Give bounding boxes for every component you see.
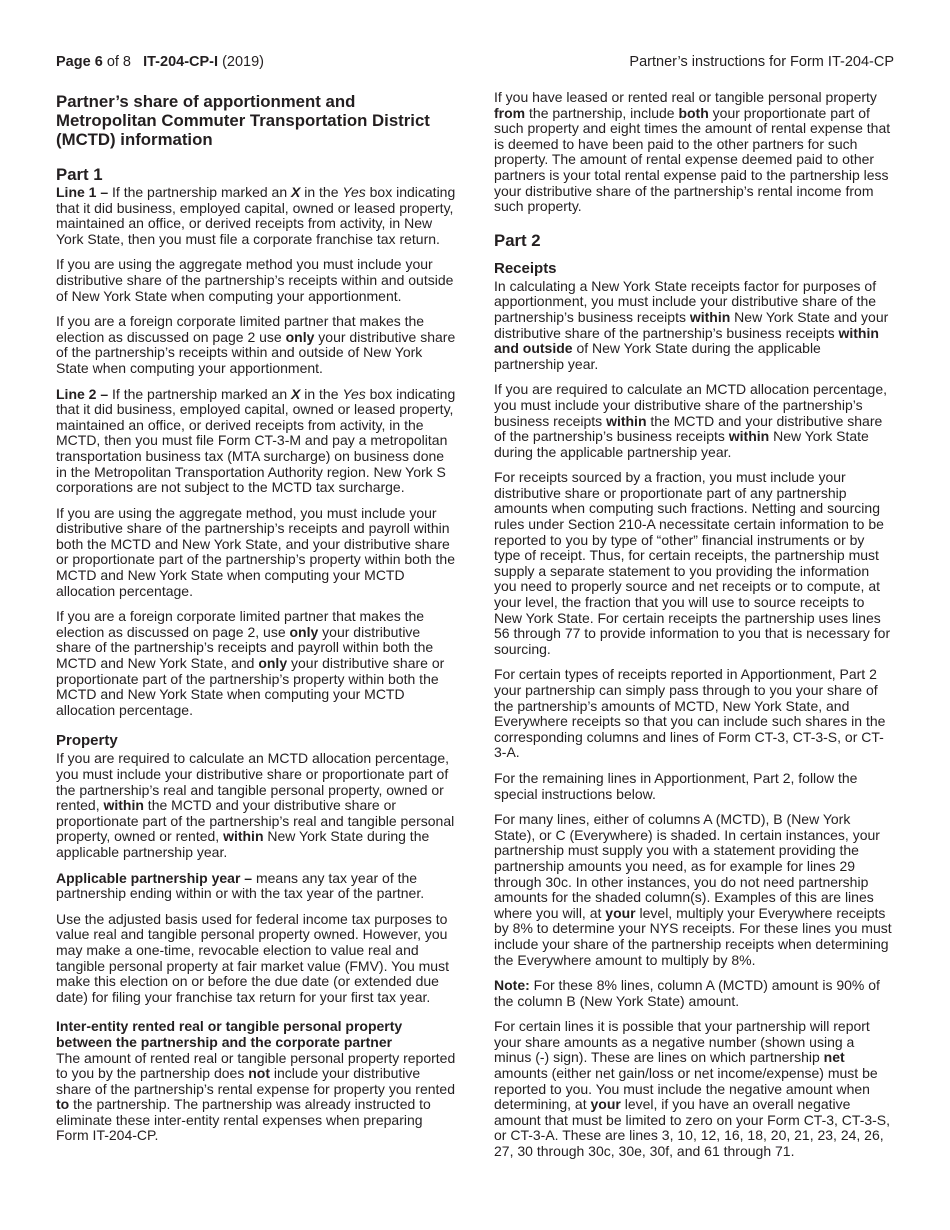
x-mark: X [291, 184, 301, 200]
receipts-heading: Receipts [494, 259, 557, 277]
inter-entity-paragraph: The amount of rented real or tangible personal property reported to you by the partnership does not include your distributive share of the partnership’s rental expense for property you rented to the partnership. The partnership was already instructed to eliminate these inter-entity rental expenses when preparing Form IT-204-CP. [56, 1049, 456, 1144]
applicable-year-paragraph: Applicable partnership year – means any tax year of the partnership ending within or with the tax year of the partner. [56, 869, 425, 902]
aggregate-method-paragraph: If you are using the aggregate method you must include your distributive share of the partnership’s receipts within and outside of New York State when computing your apportionment. [56, 256, 454, 304]
page-header-right: Partner’s instructions for Form IT-204-CP [629, 54, 894, 70]
page-number: 6 [94, 54, 103, 70]
mctd-receipts-paragraph: If you are required to calculate an MCTD allocation percentage, you must include your distributive share of the partnership’s business receipts within the MCTD and your distributive share of the partnership’s business receipts within New York State during the applicable partnership year. [494, 381, 887, 460]
line1-paragraph: Line 1 – If the partnership marked an X in the Yes box indicating that it did business, employed capital, owned or leased property, maintained an office, or derived receipts from activity, in New York State, then you must file a corporate franchise tax return. [56, 184, 456, 247]
fraction-paragraph: For receipts sourced by a fraction, you must include your distributive share or proportionate part of any partnership amounts when computing such fractions. Netting and sourcing rules under Section 210-A necessitate certain information to be reported to you by type of “other” financial instruments or by type of receipt. Thus, for certain receipts, the partnership must supply a separate statement to you providing the information you need to properly source and net receipts or to compute, at your level, the fraction that you will use to source receipts to New York State. For certain receipts the partnership uses lines 56 through 77 to provide information to you that is necessary for sourcing. [494, 469, 891, 657]
x-mark: X [291, 385, 301, 402]
section-title: Partner’s share of apportionment and Metropolitan Commuter Transportation District (MCTD) information [56, 92, 430, 149]
leased-property-paragraph: If you have leased or rented real or tangible personal property from the partnership, include both your proportionate part of such property and eight times the amount of rental expense that is deemed to have been paid to the other partners for such property. The amount of rental expense deemed paid to other partners is your total rental expense paid to the partnership less your distributive share of the partnership’s rental income from such property. [494, 89, 891, 215]
inter-entity-heading: Inter-entity rented real or tangible personal property between the partnership and the corporate partner [56, 1018, 403, 1050]
property-heading: Property [56, 732, 118, 750]
part1-heading: Part 1 [56, 165, 103, 184]
note-paragraph: Note: For these 8% lines, column A (MCTD) amount is 90% of the column B (New York State) amount. [494, 977, 880, 1009]
part2-heading: Part 2 [494, 230, 541, 250]
line2-label: Line 2 – [56, 385, 109, 402]
page-header-left [56, 54, 264, 71]
receipts-paragraph: In calculating a New York State receipts factor for purposes of apportionment, you must include your distributive share of the partnership’s business receipts within New York State and your distributive share of the partnership’s business receipts within and outside of New York State during the applicable partnership year. [494, 277, 889, 372]
property-paragraph: If you are required to calculate an MCTD allocation percentage, you must include your distributive share or proportionate part of the partnership’s real and tangible personal property, owned or rented, within the MCTD and your distributive share or proportionate part of the partnership’s real and tangible personal property, owned or rented, within New York State during the applicable partnership year. [56, 750, 455, 860]
aggregate-mctd-paragraph: If you are using the aggregate method, you must include your distributive share of the partnership’s receipts and payroll within both the MCTD and New York State, and your distributive share or proportionate part of the partnership’s property within both the MCTD and New York State when computing your MCTD allocation percentage. [56, 504, 455, 599]
page-total: of 8 [106, 54, 131, 70]
right-column [494, 90, 894, 1170]
page-word: Page [56, 54, 91, 70]
foreign-partner-mctd-paragraph: If you are a foreign corporate limited partner that makes the election as discussed on page 2, use only your distributive share of the partnership’s receipts and payroll within both the MCTD and New York State, and only your distributive share or proportionate part of the partnership’s property within both the MCTD and New York State when computing your MCTD allocation percentage. [56, 608, 445, 718]
line1-label: Line 1 – [56, 184, 109, 200]
negative-amounts-paragraph: For certain lines it is possible that your partnership will report your share amounts as a negative number (shown using a minus (-) sign). These are lines on which partnership net amounts (either net gain/loss or net income/expense) must be reported to you. You must include the negative amount when determining, at your level, if you have an overall negative amount that must be limited to zero on your Form CT-3, CT-3-S, or CT-3-A. These are lines 3, 10, 12, 16, 18, 20, 21, 23, 24, 26, 27, 30 through 30c, 30e, 30f, and 61 through 71. [494, 1018, 891, 1160]
adjusted-basis-paragraph: Use the adjusted basis used for federal income tax purposes to value real and tangible personal property owned. However, you may make a one-time, revocable election to value real and tangible personal property at fair market value (FMV). You must make this election on or before the due date (or extended due date) for filing your franchise tax return for your first tax year. [56, 910, 449, 1005]
remaining-lines-paragraph: For the remaining lines in Apportionment, Part 2, follow the special instructions below. [494, 769, 858, 802]
form-id: IT-204-CP-I [143, 54, 219, 70]
foreign-partner-paragraph: If you are a foreign corporate limited partner that makes the election as discussed on page 2 use only your distributive share of the partnership’s receipts within and outside of New York State when computing your apportionment. [56, 313, 456, 376]
line2-paragraph: Line 2 – If the partnership marked an X in the Yes box indicating that it did business, employed capital, owned or leased property, maintained an office, or derived receipts from activity, in the MCTD, then you must file Form CT-3-M and pay a metropolitan transportation business tax (MTA surcharge) on business done in the Metropolitan Transportation Authority region. New York S corporations are not subject to the MCTD tax surcharge. [56, 385, 456, 496]
left-column [56, 90, 456, 1154]
certain-types-paragraph: For certain types of receipts reported in Apportionment, Part 2 your partnership can simply pass through to you your share of the partnership’s amounts of MCTD, New York State, and Everywhere receipts so that you can include such shares in the corresponding columns and lines of Form CT-3, CT-3-S, or CT-3-A. [494, 666, 886, 761]
shaded-columns-paragraph: For many lines, either of columns A (MCTD), B (New York State), or C (Everywhere) is shaded. In certain instances, your partnership must supply you with a statement providing the partnership amounts you need, as for example for lines 29 through 30c. In other instances, you do not need partnership amounts for the shaded column(s). Examples of this are lines where you will, at your level, multiply your Everywhere receipts by 8% to determine your NYS receipts. For these lines you must include your share of the partnership receipts when determining the Everywhere amount to multiply by 8%. [494, 811, 892, 968]
form-year: (2019) [222, 54, 264, 70]
